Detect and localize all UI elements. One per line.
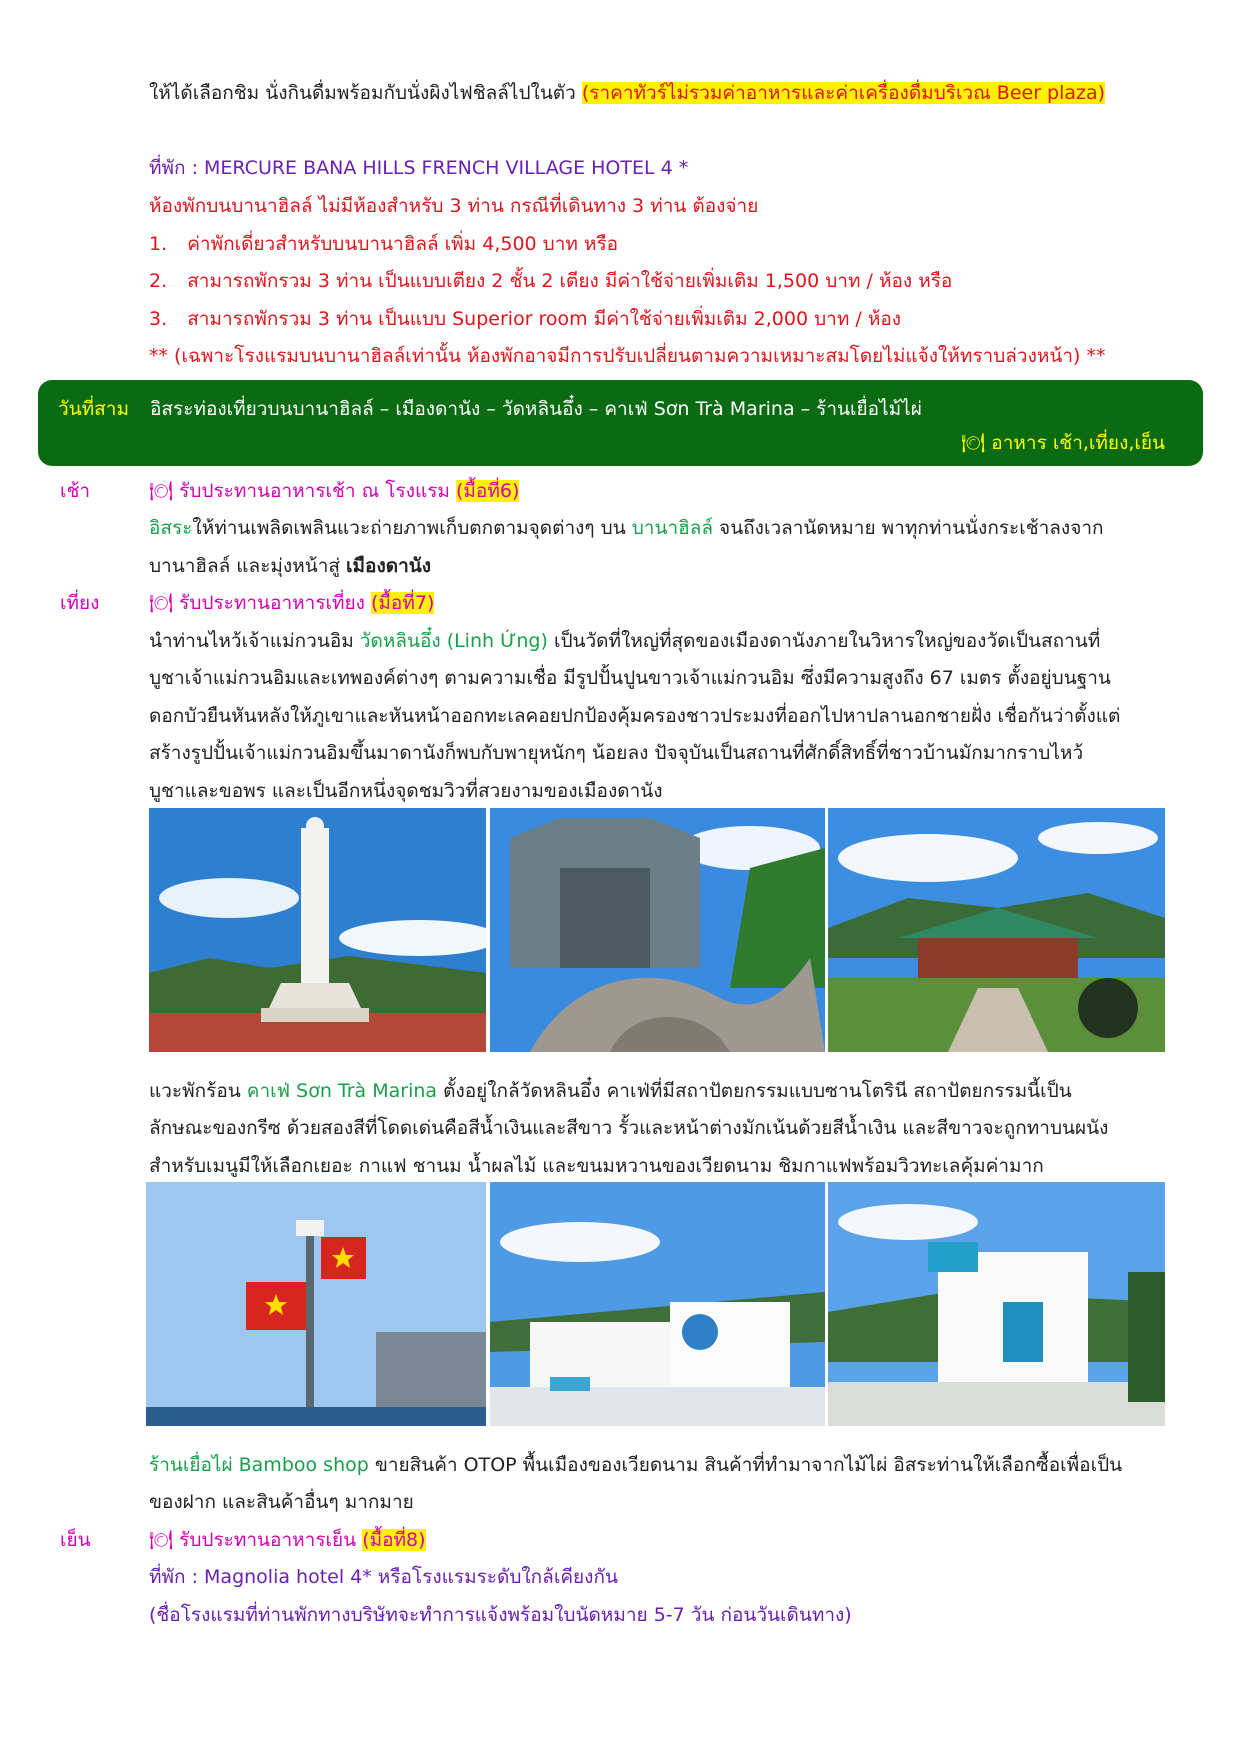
temple-line-2: บูชาเจ้าแม่กวนอิมและเทพองค์ต่างๆ ตามความเชื่อ มีรูปปั้นปูนขาวเจ้าแม่กวนอิม ซึ่งมีความสูงถึง 67 เมตร ตั้งอยู่บนฐาน <box>149 667 1111 689</box>
evening-meal <box>149 1525 426 1555</box>
noon-meal-number: (มื้อที่7) <box>371 592 435 614</box>
city-name: เมืองดานัง <box>346 555 432 577</box>
morning-text-2: จนถึงเวลานัดหมาย พาทุกท่านนั่งกระเช้าลงจาก <box>713 517 1104 539</box>
morning-line-1 <box>149 513 1104 543</box>
morning-meal <box>149 476 519 506</box>
evening-meal-text: รับประทานอาหารเย็น <box>179 1529 363 1551</box>
day-meals <box>961 428 1165 458</box>
evening-hotel: ที่พัก : Magnolia hotel 4* หรือโรงแรมระดับใกล้เคียงกัน <box>149 1566 618 1588</box>
cafe-line-2: ลักษณะของกรีซ ด้วยสองสีที่โดดเด่นคือสีน้ำเงินและสีขาว รั้วและหน้าต่างมักเน้นด้วยสีน้ำเงิน และสีขาวจะถูกทาบนผนัง <box>149 1117 1109 1139</box>
bamboo-line-2: ของฝาก และสินค้าอื่นๆ มากมาย <box>149 1491 414 1513</box>
day-banner <box>38 380 1203 466</box>
option-number: 2. <box>149 270 168 292</box>
temple-line-1 <box>149 626 1100 656</box>
santorini-house-photo <box>828 1182 1165 1426</box>
dragon-gate-photo <box>490 808 825 1052</box>
temple-intro: นำท่านไหว้เจ้าแม่กวนอิม <box>149 630 360 652</box>
morning-text-3: บานาฮิลล์ และมุ่งหน้าสู่ <box>149 555 347 577</box>
option-text: สามารถพักรวม 3 ท่าน เป็นแบบ Superior room มีค่าใช้จ่ายเพิ่มเติม 2,000 บาท / ห้อง <box>187 308 902 330</box>
bana-word: บานาฮิลล์ <box>631 517 714 539</box>
intro-price-note: (ราคาทัวร์ไม่รวมค่าอาหารและค่าเครื่องดื่มบริเวณ Beer plaza) <box>581 82 1106 104</box>
cafe-line-1 <box>149 1076 1072 1106</box>
bana-hotel-footnote: ** (เฉพาะโรงแรมบนบานาฮิลล์เท่านั้น ห้องพักอาจมีการปรับเปลี่ยนตามความเหมาะสมโดยไม่แจ้งให้ทราบล่วงหน้า) ** <box>149 345 1106 367</box>
bana-option-1 <box>149 229 618 259</box>
free-word: อิสระ <box>149 517 193 539</box>
intro-line <box>149 78 1105 108</box>
temple-name: วัดหลินอึ๋ง (Linh Ứng) <box>359 630 548 652</box>
evening-label: เย็น <box>60 1529 91 1551</box>
noon-meal-text: รับประทานอาหารเที่ยง <box>179 592 371 614</box>
option-text: ค่าพักเดี่ยวสำหรับบนบานาฮิลล์ เพิ่ม 4,500 บาท หรือ <box>187 233 619 255</box>
option-number: 3. <box>149 308 168 330</box>
cafe-intro: แวะพักร้อน <box>149 1080 247 1102</box>
day-label: วันที่สาม <box>58 398 129 420</box>
meal-icon: 🍽 <box>149 592 174 614</box>
temple-garden-photo <box>828 808 1165 1052</box>
option-text: สามารถพักรวม 3 ท่าน เป็นแบบเตียง 2 ชั้น 2 เตียง มีค่าใช้จ่ายเพิ่มเติม 1,500 บาท / ห้อง หรือ <box>187 270 953 292</box>
temple-line-5: บูชาและขอพร และเป็นอีกหนึ่งจุดชมวิวที่สวยงามของเมืองดานัง <box>149 780 663 802</box>
meal-icon: 🍽 <box>149 1529 174 1551</box>
morning-line-2 <box>149 551 431 581</box>
bana-option-3 <box>149 304 901 334</box>
bana-hotel-warning: ห้องพักบนบานาฮิลล์ ไม่มีห้องสำหรับ 3 ท่าน กรณีที่เดินทาง 3 ท่าน ต้องจ่าย <box>149 195 759 217</box>
flags-photo <box>146 1182 486 1426</box>
bamboo-text-1: ขายสินค้า OTOP พื้นเมืองของเวียดนาม สินค้าที่ทำมาจากไม้ไผ่ อิสระท่านให้เลือกซื้อเพื่อเป็น <box>368 1454 1123 1476</box>
cafe-line-3: สำหรับเมนูมีให้เลือกเยอะ กาแฟ ชานม น้ำผลไม้ และขนมหวานของเวียดนาม ชิมกาแฟพร้อมวิวทะเลคุ้มค่ามาก <box>149 1155 1044 1177</box>
morning-meal-text: รับประทานอาหารเช้า ณ โรงแรม <box>179 480 456 502</box>
temple-line-3: ดอกบัวยืนหันหลังให้ภูเขาและหันหน้าออกทะเลคอยปกป้องคุ้มครองชาวประมงที่ออกไปหาปลานอกชายฝั่ง เชื่อกันว่าตั้งแต่ <box>149 705 1121 727</box>
bamboo-name: ร้านเยื่อไผ่ Bamboo shop <box>149 1454 369 1476</box>
temple-line-4: สร้างรูปปั้นเจ้าแม่กวนอิมขึ้นมาดานังก็พบกับพายุหนักๆ น้อยลง ปัจจุบันเป็นสถานที่ศักดิ์สิทธิ์ที่ชาวบ้านมักมากราบไหว้ <box>149 742 1084 764</box>
evening-meal-number: (มื้อที่8) <box>362 1529 426 1551</box>
temple-text: เป็นวัดที่ใหญ่ที่สุดของเมืองดานังภายในวิหารใหญ่ของวัดเป็นสถานที่ <box>547 630 1101 652</box>
noon-label: เที่ยง <box>60 592 100 614</box>
intro-text: ให้ได้เลือกชิม นั่งกินดื่มพร้อมกับนั่งผิงไฟชิลล์ไปในตัว <box>149 82 582 104</box>
guanyin-statue-photo <box>149 808 486 1052</box>
bamboo-line-1 <box>149 1450 1122 1480</box>
cafe-name: คาเฟ่ Sơn Trà Marina <box>246 1080 438 1102</box>
option-number: 1. <box>149 233 168 255</box>
meal-icon: 🍽 <box>149 480 174 502</box>
noon-meal <box>149 588 434 618</box>
day-meals-text: อาหาร เช้า,เที่ยง,เย็น <box>991 432 1165 454</box>
cafe-courtyard-photo <box>490 1182 825 1426</box>
day-route: อิสระท่องเที่ยวบนบานาฮิลล์ – เมืองดานัง – วัดหลินอึ๋ง – คาเฟ่ Sơn Trà Marina – ร้านเยื่อไม้ไผ่ <box>150 398 922 420</box>
morning-text-1: ให้ท่านเพลิดเพลินแวะถ่ายภาพเก็บตกตามจุดต่างๆ บน <box>192 517 632 539</box>
meal-icon: 🍽 <box>961 432 986 454</box>
morning-meal-number: (มื้อที่6) <box>456 480 520 502</box>
bana-option-2 <box>149 266 952 296</box>
morning-label: เช้า <box>60 480 91 502</box>
bana-hotel-title: ที่พัก : MERCURE BANA HILLS FRENCH VILLAGE HOTEL 4 * <box>149 157 689 179</box>
cafe-text: ตั้งอยู่ใกล้วัดหลินอึ๋ง คาเฟ่ที่มีสถาปัตยกรรมแบบซานโตรินี สถาปัตยกรรมนี้เป็น <box>437 1080 1072 1102</box>
evening-hotel-note: (ชื่อโรงแรมที่ท่านพักทางบริษัทจะทำการแจ้งพร้อมใบนัดหมาย 5-7 วัน ก่อนวันเดินทาง) <box>149 1604 852 1626</box>
